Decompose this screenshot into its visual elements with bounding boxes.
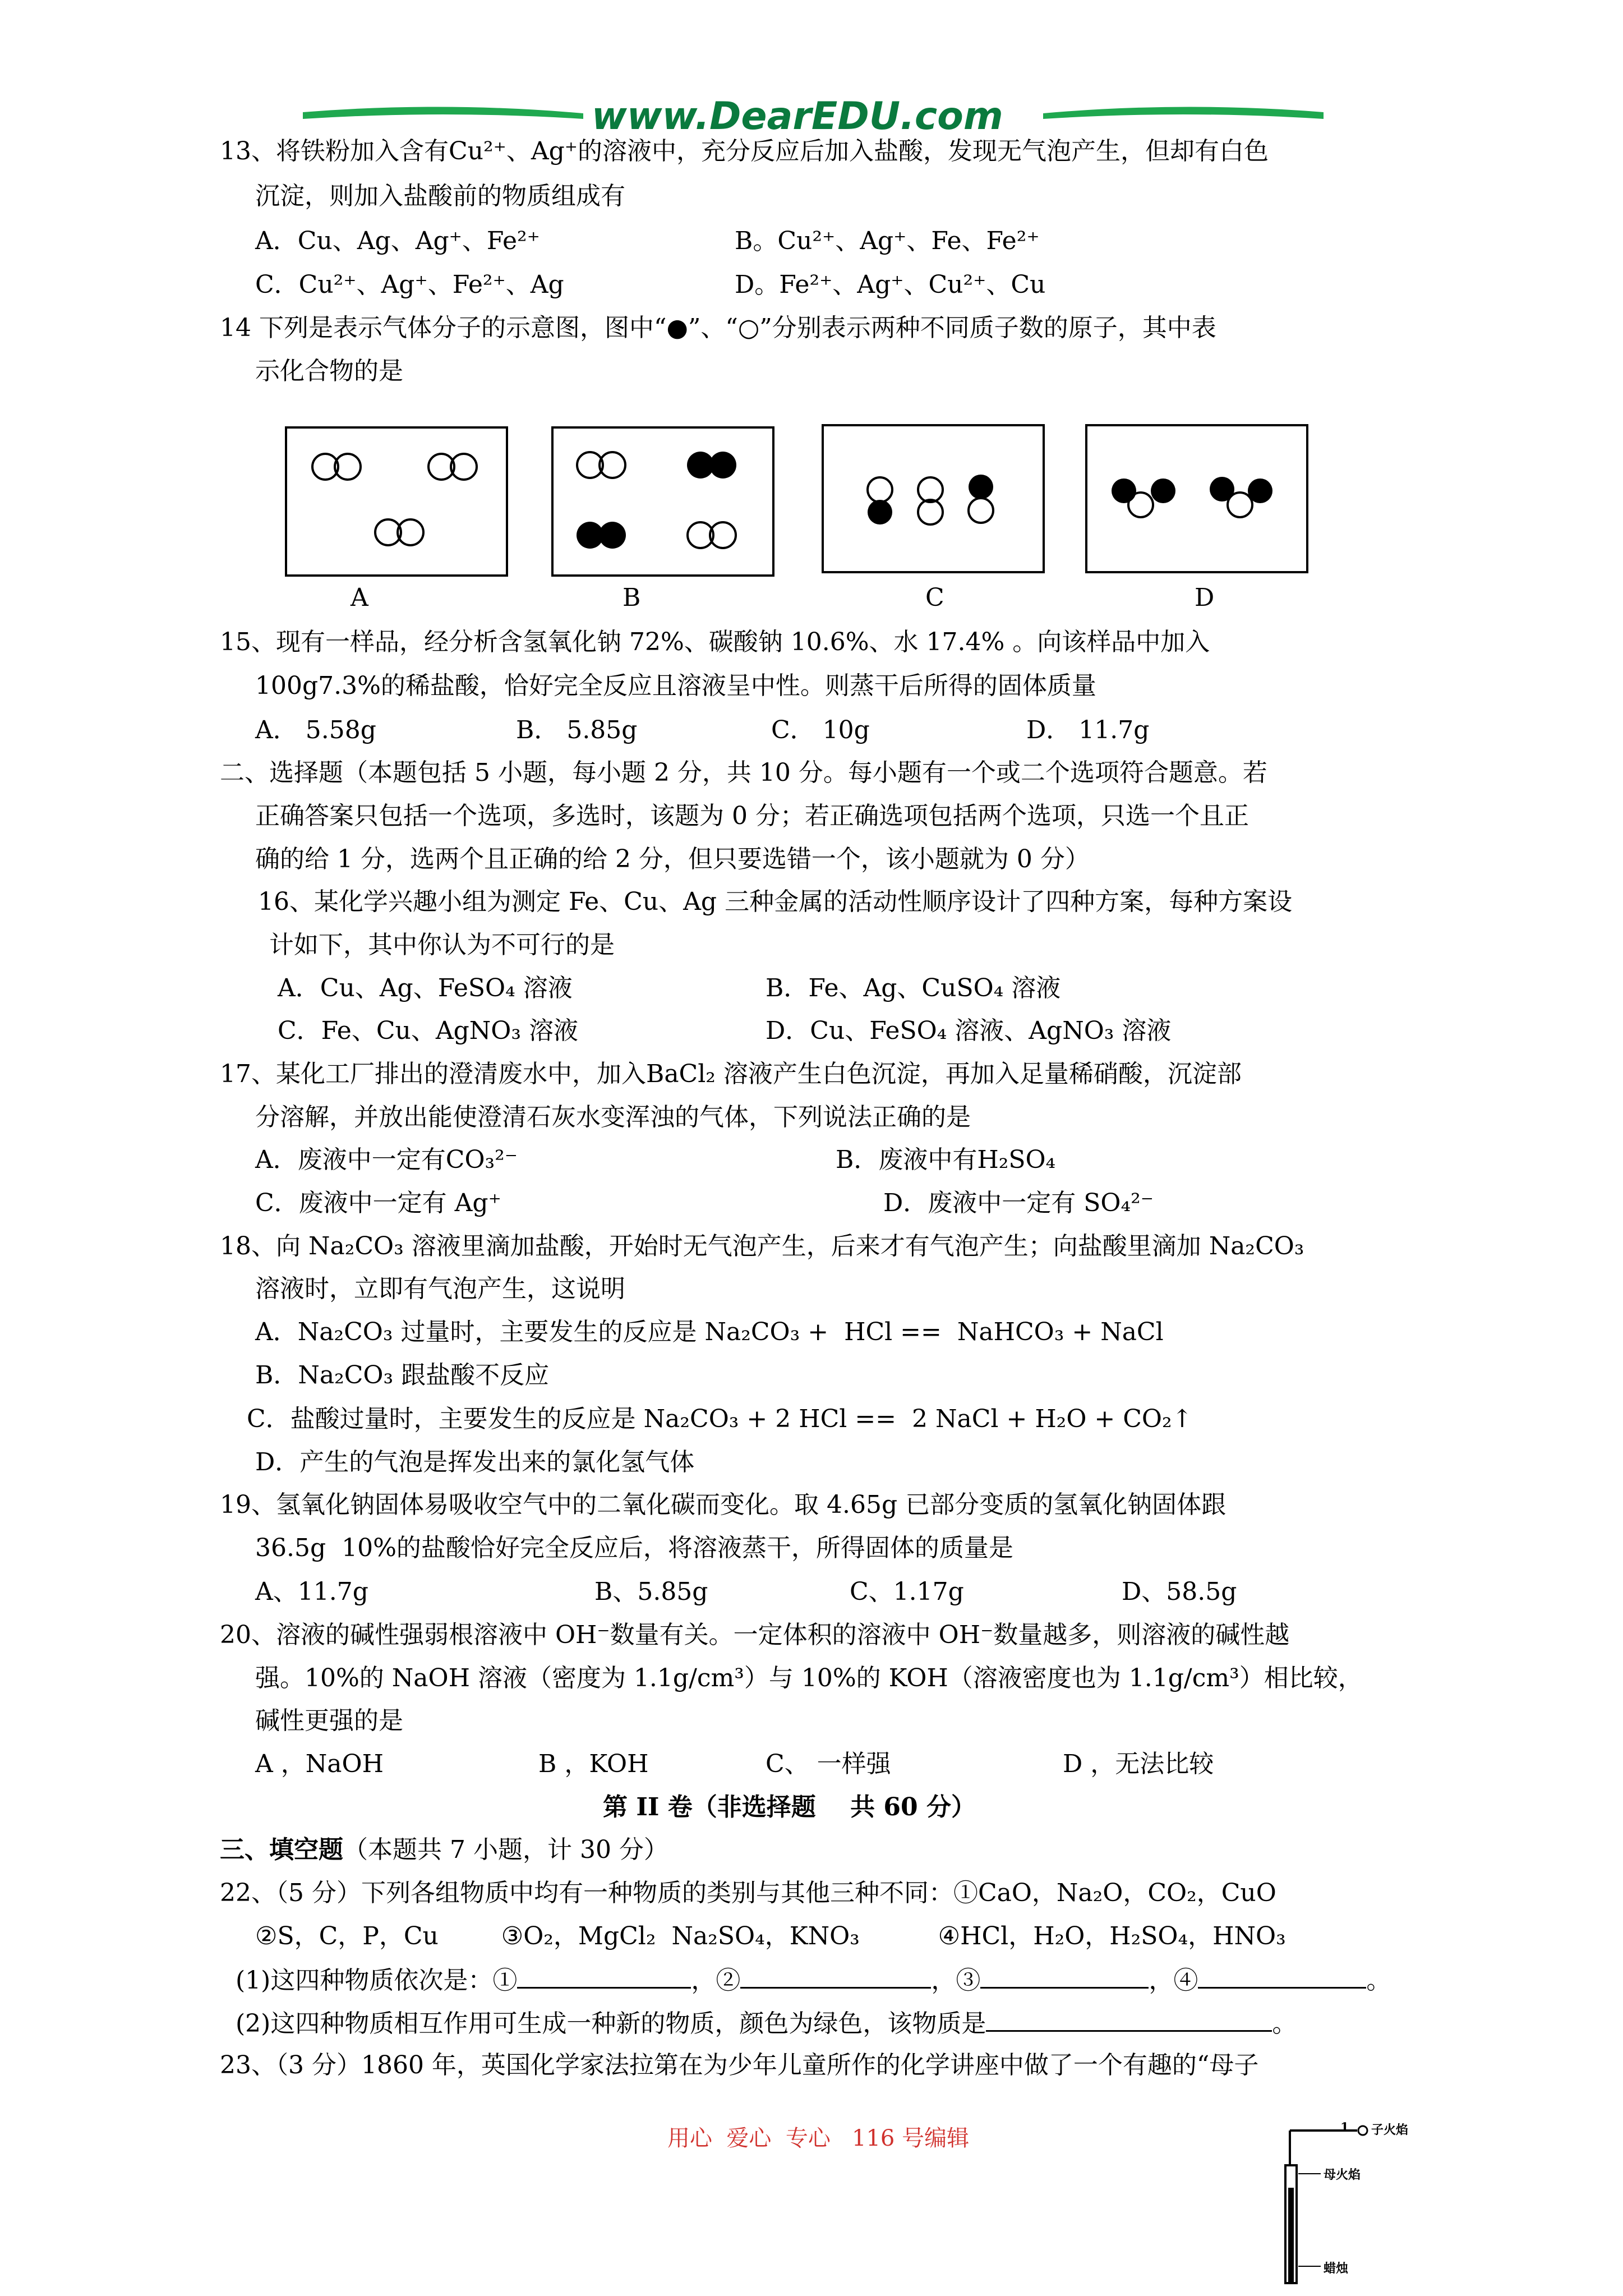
q22-sub1-label-4: ，④ [1149, 1966, 1198, 1995]
section2-line1: 二、选择题（本题包括 5 小题，每小题 2 分，共 10 分。每小题有一个或二个选项符合题意。若 [220, 758, 1267, 787]
molecule-diagram-a [285, 426, 508, 577]
section3-note: （本题共 7 小题，计 30 分） [343, 1835, 668, 1864]
q13-option-b: B。Cu²⁺、Ag⁺、Fe、Fe²⁺ [735, 227, 1040, 255]
candle-label: 蜡烛 [1324, 2261, 1349, 2276]
q17-line1: 17、某化工厂排出的澄清废水中，加入BaCl₂ 溶液产生白色沉淀，再加入足量稀硝酸，沉淀部 [220, 1060, 1242, 1088]
q14-line1: 14 下列是表示气体分子的示意图，图中“●”、“○”分别表示两种不同质子数的原子，其中表 [220, 314, 1216, 342]
answer-blank-5[interactable] [986, 2005, 1272, 2032]
candle-drawing [1256, 2120, 1481, 2289]
part2-title: 第 II 卷（非选择题 共 60 分） [603, 1793, 976, 1821]
q22-sub2 [236, 2005, 1297, 2041]
q20-option-a: A ，NaOH [255, 1750, 384, 1778]
q15-option-c: C． 10g [771, 716, 870, 744]
q22-sub1-end: 。 [1366, 1966, 1391, 1995]
molecule-diagram-c [822, 424, 1045, 573]
q15-option-a: A． 5.58g [255, 716, 376, 744]
answer-blank-2[interactable] [740, 1962, 931, 1989]
section2-line2: 正确答案只包括一个选项，多选时，该题为 0 分；若正确选项包括两个选项，只选一个且正 [255, 802, 1249, 830]
q16-option-b: B．Fe、Ag、CuSO₄ 溶液 [766, 974, 1061, 1002]
q19-option-d: D、58.5g [1122, 1577, 1237, 1606]
q19-line2: 36.5g 10%的盐酸恰好完全反应后，将溶液蒸干，所得固体的质量是 [255, 1534, 1013, 1562]
q15-line2: 100g7.3%的稀盐酸，恰好完全反应且溶液呈中性。则蒸干后所得的固体质量 [255, 671, 1096, 700]
q23-line1: 23、（3 分）1860 年，英国化学家法拉第在为少年儿童所作的化学讲座中做了一个有趣的“母子 [220, 2051, 1259, 2079]
q18-line2: 溶液时，立即有气泡产生，这说明 [255, 1274, 625, 1303]
q20-option-b: B ，KOH [538, 1750, 649, 1778]
q13-option-d: D。Fe²⁺、Ag⁺、Cu²⁺、Cu [735, 270, 1046, 299]
diagram-label-b: B [623, 583, 641, 612]
q19-option-b: B、5.85g [594, 1577, 708, 1606]
diagram-label-c: C [925, 583, 944, 612]
site-logo[interactable]: www.DearEDU.com [592, 94, 1003, 139]
answer-blank-1[interactable] [517, 1962, 691, 1989]
q17-option-a: A．废液中一定有CO₃²⁻ [255, 1145, 518, 1174]
section2-line3: 确的给 1 分，选两个且正确的给 2 分，但只要选错一个，该小题就为 0 分） [255, 845, 1090, 873]
q18-option-c: C．盐酸过量时，主要发生的反应是 Na₂CO₃ + 2 HCl == 2 NaCl + H₂O + CO₂↑ [247, 1405, 1193, 1433]
molecule-diagram-b [551, 426, 774, 577]
diagram-label-a: A [351, 583, 368, 612]
mother-flame-label: 母火焰 [1324, 2168, 1361, 2182]
q17-line2: 分溶解，并放出能使澄清石灰水变浑浊的气体，下列说法正确的是 [255, 1103, 971, 1131]
q22-sub1-label-3: ，③ [931, 1966, 981, 1995]
section3-title: 三、填空题 [220, 1835, 343, 1864]
q22-sub1-label-2: ，② [691, 1966, 741, 1995]
q20-option-d: D ，无法比较 [1063, 1750, 1214, 1778]
q15-line1: 15、现有一样品，经分析含氢氧化钠 72%、碳酸钠 10.6%、水 17.4% 。向该样品中加入 [220, 628, 1210, 656]
q17-option-d: D．废液中一定有 SO₄²⁻ [883, 1189, 1154, 1217]
q16-option-a: A．Cu、Ag、FeSO₄ 溶液 [278, 974, 573, 1002]
q16-option-c: C．Fe、Cu、AgNO₃ 溶液 [278, 1016, 578, 1045]
q22-sub2-end: 。 [1272, 2009, 1297, 2038]
q20-option-c: C、 一样强 [766, 1750, 891, 1778]
candle-diagram [1256, 2120, 1481, 2289]
q22-sub2-label: (2)这四种物质相互作用可生成一种新的物质，颜色为绿色，该物质是 [236, 2009, 986, 2038]
q20-line1: 20、溶液的碱性强弱根溶液中 OH⁻数量有关。一定体积的溶液中 OH⁻数量越多，则溶液的碱性越 [220, 1621, 1290, 1649]
answer-blank-3[interactable] [980, 1962, 1149, 1989]
q18-option-a: A．Na₂CO₃ 过量时，主要发生的反应是 Na₂CO₃ + HCl == NaHCO₃ + NaCl [255, 1318, 1164, 1346]
q17-option-c: C．废液中一定有 Ag⁺ [255, 1189, 501, 1217]
molecule-diagram-d [1085, 424, 1308, 573]
q17-option-b: B．废液中有H₂SO₄ [836, 1145, 1056, 1174]
q13-line1: 13、将铁粉加入含有Cu²⁺、Ag⁺的溶液中，充分反应后加入盐酸，发现无气泡产生，但却有白色 [220, 137, 1269, 165]
child-flame-label: 子火焰 [1371, 2123, 1409, 2137]
answer-blank-4[interactable] [1198, 1962, 1366, 1989]
q22-line1: 22、（5 分）下列各组物质中均有一种物质的类别与其他三种不同：①CaO，Na₂O，CO₂，CuO [220, 1879, 1276, 1907]
q18-line1: 18、向 Na₂CO₃ 溶液里滴加盐酸，开始时无气泡产生，后来才有气泡产生；向盐酸里滴加 Na₂CO₃ [220, 1232, 1304, 1260]
section3-heading [220, 1833, 668, 1867]
q18-option-d: D．产生的气泡是挥发出来的氯化氢气体 [255, 1448, 695, 1476]
diagram-number: 1 [1340, 2120, 1349, 2135]
q18-option-b: B．Na₂CO₃ 跟盐酸不反应 [255, 1361, 550, 1389]
q19-option-a: A、11.7g [255, 1577, 368, 1606]
q22-line2: ②S，C，P，Cu ③O₂，MgCl₂ Na₂SO₄，KNO₃ ④HCl，H₂O，H₂SO₄，HNO₃ [255, 1922, 1286, 1950]
q13-option-c: C．Cu²⁺、Ag⁺、Fe²⁺、Ag [255, 270, 564, 299]
q19-option-c: C、1.17g [850, 1577, 964, 1606]
q16-line1: 16、某化学兴趣小组为测定 Fe、Cu、Ag 三种金属的活动性顺序设计了四种方案，每种方案设 [258, 887, 1293, 916]
q15-option-d: D． 11.7g [1026, 716, 1150, 744]
footer-text: 用心 爱心 专心 116 号编辑 [667, 2125, 970, 2151]
q19-line1: 19、氢氧化钠固体易吸收空气中的二氧化碳而变化。取 4.65g 已部分变质的氢氧化钠固体跟 [220, 1490, 1227, 1519]
q16-line2: 计如下，其中你认为不可行的是 [269, 931, 615, 959]
diagram-label-d: D [1195, 583, 1215, 612]
q20-line3: 碱性更强的是 [255, 1706, 403, 1735]
q16-option-d: D．Cu、FeSO₄ 溶液、AgNO₃ 溶液 [766, 1016, 1172, 1045]
q13-line2: 沉淀，则加入盐酸前的物质组成有 [255, 182, 625, 210]
q14-line2: 示化合物的是 [255, 357, 403, 385]
q13-option-a: A．Cu、Ag、Ag⁺、Fe²⁺ [255, 227, 540, 255]
q20-line2: 强。10%的 NaOH 溶液（密度为 1.1g/cm³）与 10%的 KOH（溶液密度也为 1.1g/cm³）相比较， [255, 1664, 1363, 1692]
q22-sub1 [236, 1962, 1391, 1998]
q15-option-b: B． 5.85g [516, 716, 638, 744]
q22-sub1-label-1: (1)这四种物质依次是：① [236, 1966, 518, 1995]
